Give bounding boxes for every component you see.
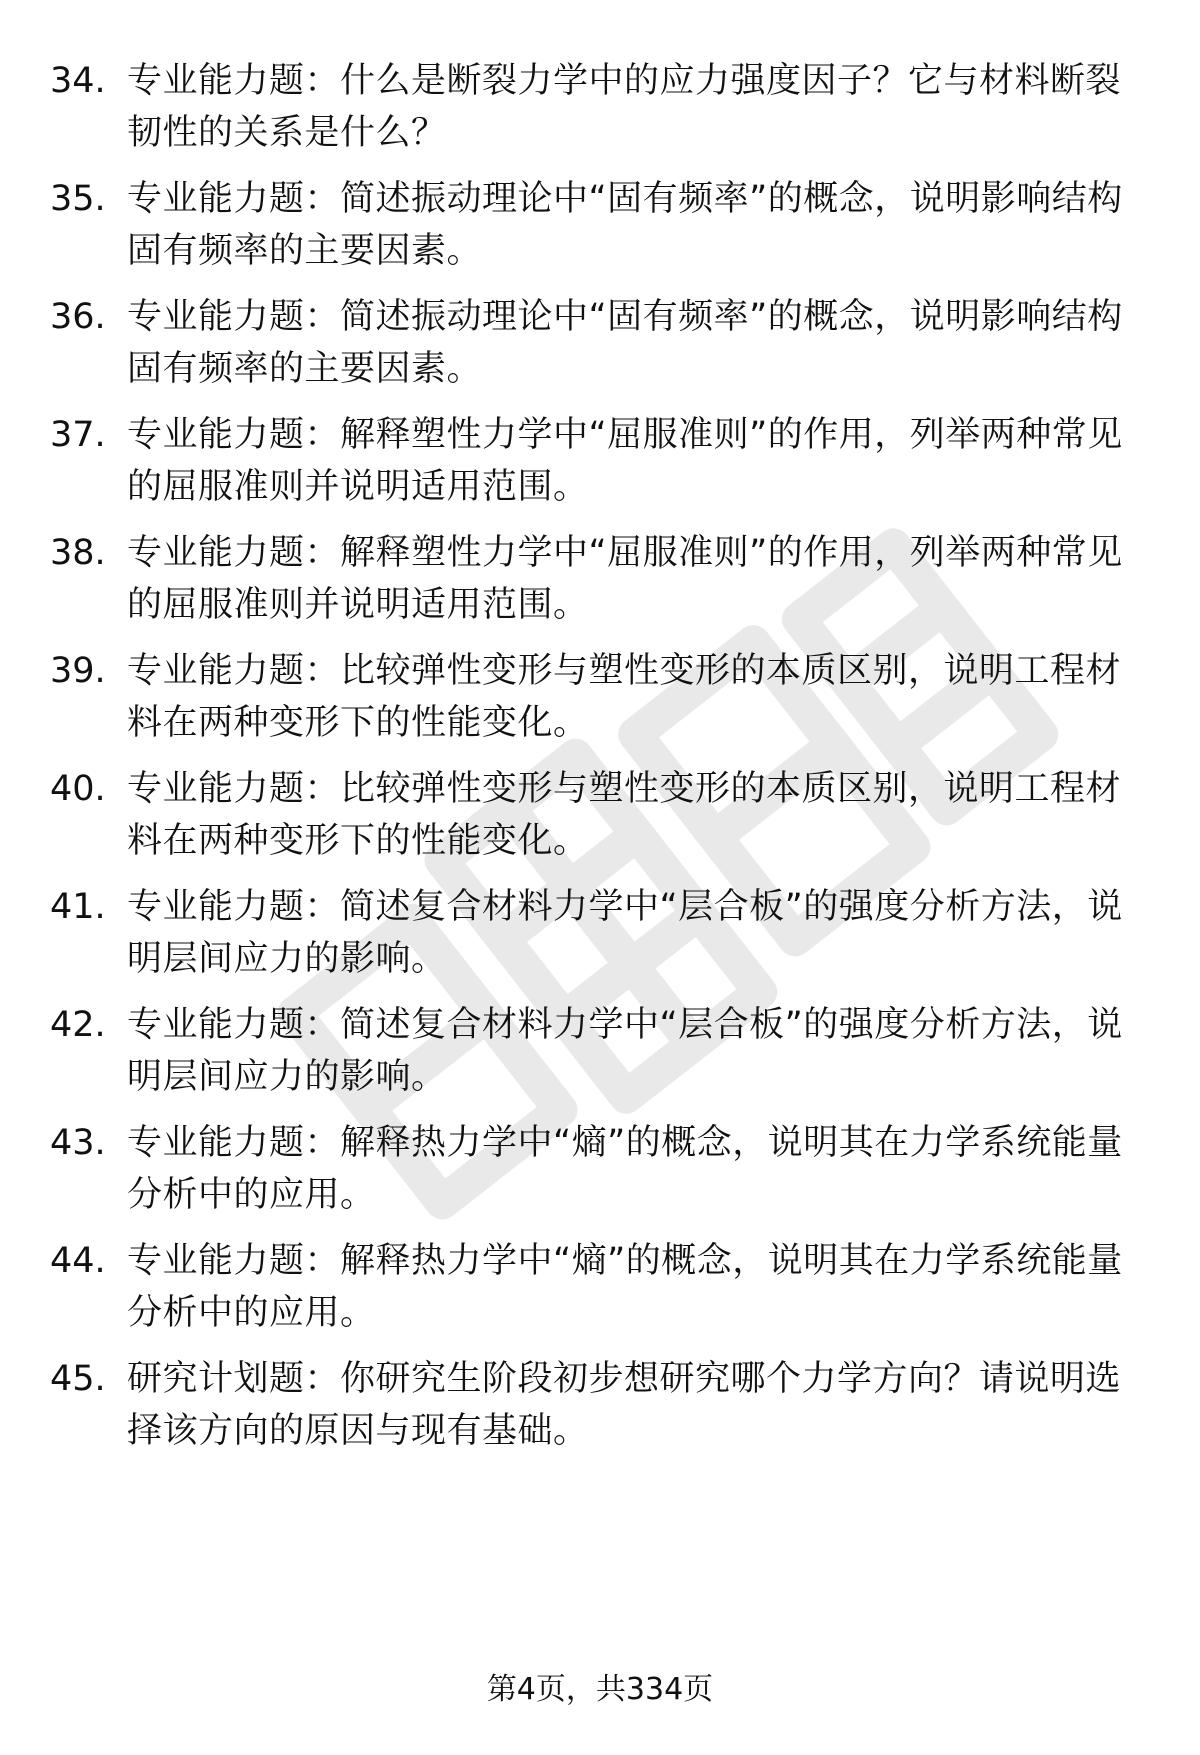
question-text: 专业能力题：简述复合材料力学中“层合板”的强度分析方法，说明层间应力的影响。 — [127, 1005, 1123, 1097]
question-item — [0, 645, 1200, 765]
question-item — [0, 173, 1200, 293]
question-number: 44. — [50, 1241, 106, 1281]
question-item — [0, 881, 1200, 1001]
question-number: 43. — [50, 1123, 106, 1163]
question-number: 39. — [50, 651, 106, 691]
question-number: 38. — [50, 533, 106, 573]
question-item — [0, 409, 1200, 529]
question-number: 35. — [50, 179, 106, 219]
question-number: 42. — [50, 1005, 106, 1045]
question-item — [0, 1235, 1200, 1355]
question-text: 专业能力题：解释热力学中“熵”的概念，说明其在力学系统能量分析中的应用。 — [127, 1241, 1123, 1333]
question-text: 专业能力题：解释塑性力学中“屈服准则”的作用，列举两种常见的屈服准则并说明适用范围。 — [127, 533, 1123, 625]
question-text: 专业能力题：解释塑性力学中“屈服准则”的作用，列举两种常见的屈服准则并说明适用范围。 — [127, 415, 1123, 507]
question-text: 专业能力题：解释热力学中“熵”的概念，说明其在力学系统能量分析中的应用。 — [127, 1123, 1123, 1215]
question-number: 36. — [50, 297, 106, 337]
question-text: 专业能力题：什么是断裂力学中的应力强度因子？它与材料断裂韧性的关系是什么？ — [127, 61, 1122, 153]
question-item — [0, 55, 1200, 175]
question-item — [0, 1353, 1200, 1473]
question-item — [0, 527, 1200, 647]
question-text: 专业能力题：比较弹性变形与塑性变形的本质区别，说明工程材料在两种变形下的性能变化。 — [127, 651, 1122, 743]
question-number: 45. — [50, 1359, 106, 1399]
question-item — [0, 1117, 1200, 1237]
question-number: 40. — [50, 769, 106, 809]
question-number: 41. — [50, 887, 106, 927]
page-number: 第4页，共334页 — [486, 1672, 714, 1707]
question-item — [0, 291, 1200, 411]
question-text: 专业能力题：比较弹性变形与塑性变形的本质区别，说明工程材料在两种变形下的性能变化。 — [127, 769, 1122, 861]
question-item — [0, 763, 1200, 883]
question-text: 专业能力题：简述复合材料力学中“层合板”的强度分析方法，说明层间应力的影响。 — [127, 887, 1123, 979]
question-text: 专业能力题：简述振动理论中“固有频率”的概念，说明影响结构固有频率的主要因素。 — [127, 297, 1123, 389]
question-number: 34. — [50, 61, 106, 101]
question-text: 研究计划题：你研究生阶段初步想研究哪个力学方向？请说明选择该方向的原因与现有基础。 — [127, 1359, 1122, 1451]
question-item — [0, 999, 1200, 1119]
question-text: 专业能力题：简述振动理论中“固有频率”的概念，说明影响结构固有频率的主要因素。 — [127, 179, 1123, 271]
question-number: 37. — [50, 415, 106, 455]
